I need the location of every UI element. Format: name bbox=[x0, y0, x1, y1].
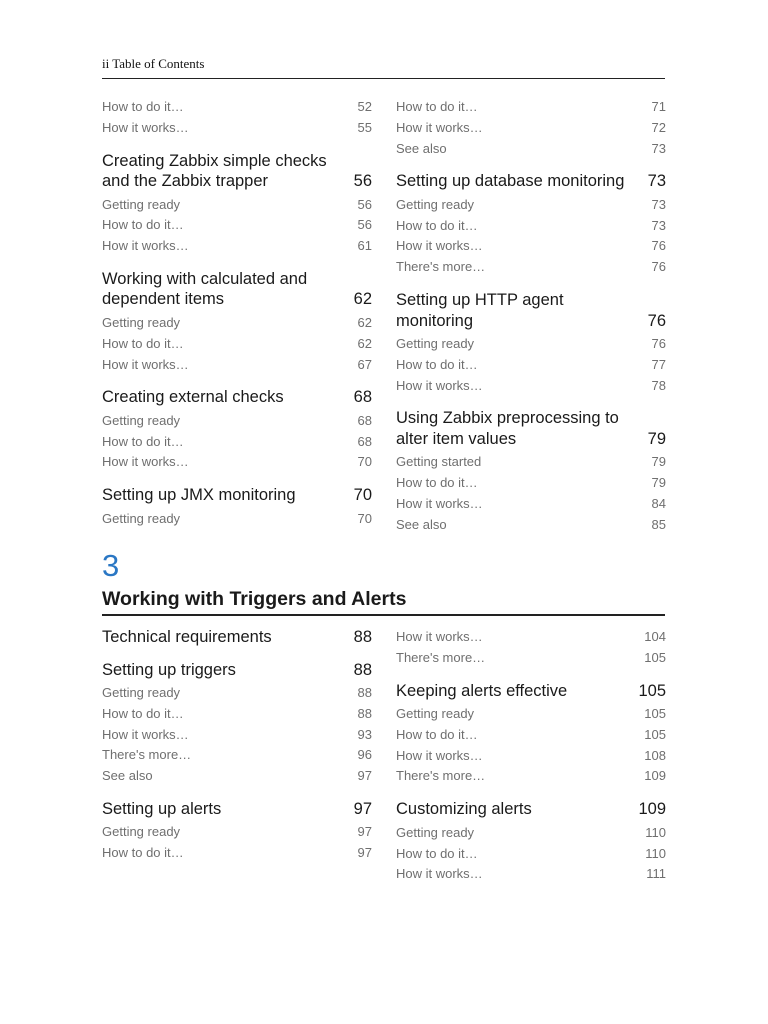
toc-heading-title: Setting up alerts bbox=[102, 799, 222, 818]
toc-subentry-label: Getting ready bbox=[396, 824, 475, 840]
toc-subentry-label: How it works… bbox=[102, 238, 189, 254]
toc-subentry-label: How it works… bbox=[396, 629, 483, 644]
toc-heading-page: 73 bbox=[647, 172, 666, 191]
toc-subentry[interactable] bbox=[396, 494, 666, 515]
toc-subentry-page: 97 bbox=[357, 768, 372, 784]
toc-heading[interactable] bbox=[396, 799, 666, 820]
toc-subentry-label: There's more… bbox=[396, 259, 486, 275]
toc-subentry[interactable] bbox=[396, 704, 666, 725]
chapter-divider bbox=[102, 614, 665, 616]
toc-subentry-page: 96 bbox=[357, 747, 372, 763]
toc-subentry[interactable] bbox=[102, 822, 372, 843]
toc-subentry[interactable] bbox=[102, 313, 372, 334]
toc-heading-page: 79 bbox=[647, 429, 666, 448]
toc-subentry[interactable] bbox=[102, 683, 372, 704]
toc-subentry-label: See also bbox=[102, 768, 153, 784]
toc-subentry-label: Getting ready bbox=[102, 196, 181, 212]
toc-heading-title: Using Zabbix preprocessing to alter item values bbox=[396, 409, 619, 448]
toc-heading-page: 68 bbox=[353, 388, 372, 407]
toc-subentry-page: 70 bbox=[357, 510, 372, 526]
toc-heading[interactable] bbox=[102, 660, 372, 681]
toc-subentry-label: How it works… bbox=[102, 726, 189, 742]
toc-section bbox=[102, 269, 372, 375]
toc-subentry[interactable] bbox=[102, 843, 372, 864]
toc-heading-title: Technical requirements bbox=[102, 628, 272, 646]
toc-subentry[interactable] bbox=[102, 215, 372, 236]
toc-section bbox=[396, 97, 666, 159]
toc-heading[interactable] bbox=[396, 681, 666, 702]
toc-heading[interactable] bbox=[102, 799, 372, 820]
toc-subentry-page: 109 bbox=[644, 768, 666, 784]
toc-subentry-page: 105 bbox=[644, 726, 666, 742]
toc-subentry[interactable] bbox=[396, 216, 666, 237]
chapter-title: Working with Triggers and Alerts bbox=[102, 588, 407, 610]
toc-subentry[interactable] bbox=[102, 355, 372, 376]
toc-subentry[interactable] bbox=[102, 452, 372, 473]
toc-subentry-page: 62 bbox=[357, 314, 372, 330]
toc-section bbox=[102, 660, 372, 787]
toc-subentry[interactable] bbox=[396, 823, 666, 844]
toc-subentry-page: 73 bbox=[651, 217, 666, 233]
toc-subentry-page: 56 bbox=[357, 217, 372, 233]
toc-subentry-page: 105 bbox=[644, 649, 666, 665]
toc-section bbox=[396, 290, 666, 396]
toc-heading-page: 88 bbox=[353, 628, 372, 646]
toc-heading-title: Setting up HTTP agent monitoring bbox=[396, 291, 564, 330]
toc-subentry[interactable] bbox=[396, 118, 666, 139]
toc-subentry-label: How to do it… bbox=[102, 845, 184, 861]
toc-subentry[interactable] bbox=[396, 376, 666, 397]
toc-heading-page: 97 bbox=[353, 799, 372, 818]
toc-subentry[interactable] bbox=[102, 236, 372, 257]
toc-heading-page: 56 bbox=[353, 172, 372, 191]
toc-subentry-label: How to do it… bbox=[396, 845, 478, 861]
toc-subentry-page: 110 bbox=[645, 845, 666, 861]
toc-subentry-label: How to do it… bbox=[396, 475, 478, 491]
toc-subentry-page: 79 bbox=[651, 454, 666, 470]
toc-section bbox=[102, 627, 372, 648]
toc-column-chapter-right bbox=[396, 627, 666, 897]
toc-subentry-label: How to do it… bbox=[102, 217, 184, 233]
toc-subentry-page: 61 bbox=[357, 238, 372, 254]
toc-heading[interactable] bbox=[102, 627, 372, 648]
toc-column-chapter-left bbox=[102, 627, 372, 876]
toc-heading-title: Setting up triggers bbox=[102, 660, 236, 679]
toc-heading[interactable] bbox=[102, 485, 372, 506]
toc-heading-title: Creating external checks bbox=[102, 388, 284, 407]
toc-subentry-page: 70 bbox=[357, 454, 372, 470]
toc-subentry[interactable] bbox=[102, 725, 372, 746]
toc-subentry-page: 108 bbox=[644, 747, 666, 763]
toc-column-top-left bbox=[102, 97, 372, 542]
toc-subentry-label: Getting ready bbox=[396, 706, 475, 722]
toc-subentry-label: Getting started bbox=[396, 454, 482, 470]
toc-heading[interactable] bbox=[396, 290, 666, 331]
toc-subentry-page: 71 bbox=[651, 99, 666, 114]
toc-heading-title: Setting up database monitoring bbox=[396, 172, 625, 191]
toc-subentry-label: Getting ready bbox=[102, 824, 181, 840]
toc-subentry-page: 73 bbox=[651, 140, 666, 156]
toc-subentry-page: 52 bbox=[357, 99, 372, 114]
toc-subentry-label: Getting ready bbox=[102, 685, 181, 700]
toc-subentry-label: How to do it… bbox=[396, 99, 478, 114]
toc-section bbox=[102, 485, 372, 529]
toc-subentry[interactable] bbox=[396, 236, 666, 257]
toc-subentry[interactable] bbox=[102, 195, 372, 216]
toc-subentry-label: How to do it… bbox=[396, 217, 478, 233]
toc-subentry-label: Getting ready bbox=[102, 412, 181, 428]
toc-subentry-page: 111 bbox=[646, 866, 666, 882]
toc-subentry[interactable] bbox=[396, 725, 666, 746]
header-divider bbox=[102, 78, 665, 79]
toc-heading-title: Working with calculated and dependent items bbox=[102, 269, 308, 309]
toc-subentry[interactable] bbox=[102, 745, 372, 766]
toc-subentry-label: There's more… bbox=[396, 768, 486, 784]
toc-subentry-label: How it works… bbox=[396, 496, 483, 512]
toc-section bbox=[396, 681, 666, 788]
toc-subentry[interactable] bbox=[102, 766, 372, 787]
toc-heading[interactable] bbox=[396, 408, 666, 449]
toc-subentry-page: 73 bbox=[651, 196, 666, 212]
toc-subentry-label: How to do it… bbox=[102, 99, 184, 114]
toc-subentry-page: 78 bbox=[651, 377, 666, 393]
toc-subentry[interactable] bbox=[396, 627, 666, 648]
toc-subentry-label: See also bbox=[396, 516, 447, 532]
toc-subentry-page: 104 bbox=[644, 629, 666, 644]
toc-heading-title: Creating Zabbix simple checks and the Zabbix trapper bbox=[102, 151, 327, 191]
toc-subentry-label: How to do it… bbox=[102, 705, 184, 721]
toc-section bbox=[102, 799, 372, 864]
toc-subentry-label: How to do it… bbox=[396, 726, 478, 742]
toc-subentry[interactable] bbox=[102, 334, 372, 355]
toc-subentry-page: 76 bbox=[651, 336, 666, 352]
toc-subentry[interactable] bbox=[396, 257, 666, 278]
toc-subentry-page: 67 bbox=[357, 356, 372, 372]
toc-column-top-right bbox=[396, 97, 666, 548]
toc-subentry-page: 76 bbox=[651, 259, 666, 275]
toc-subentry-page: 110 bbox=[645, 824, 666, 840]
toc-subentry-page: 68 bbox=[357, 412, 372, 428]
toc-subentry[interactable] bbox=[396, 648, 666, 669]
toc-heading-title: Setting up JMX monitoring bbox=[102, 486, 296, 505]
toc-subentry-page: 77 bbox=[651, 356, 666, 372]
toc-subentry[interactable] bbox=[102, 97, 372, 118]
toc-subentry[interactable] bbox=[102, 411, 372, 432]
toc-subentry[interactable] bbox=[396, 473, 666, 494]
toc-section bbox=[396, 627, 666, 669]
toc-subentry-label: How it works… bbox=[396, 747, 483, 763]
toc-subentry-label: Getting ready bbox=[396, 196, 475, 212]
toc-subentry[interactable] bbox=[396, 355, 666, 376]
toc-subentry[interactable] bbox=[396, 195, 666, 216]
toc-heading-page: 70 bbox=[353, 486, 372, 505]
toc-subentry[interactable] bbox=[396, 844, 666, 865]
toc-subentry[interactable] bbox=[396, 452, 666, 473]
toc-subentry-page: 55 bbox=[357, 119, 372, 135]
toc-subentry[interactable] bbox=[396, 746, 666, 767]
toc-heading[interactable] bbox=[102, 387, 372, 408]
toc-subentry[interactable] bbox=[102, 704, 372, 725]
toc-subentry-label: Getting ready bbox=[102, 510, 181, 526]
toc-subentry[interactable] bbox=[396, 864, 666, 885]
toc-subentry[interactable] bbox=[396, 334, 666, 355]
toc-section bbox=[396, 799, 666, 885]
toc-subentry-label: How it works… bbox=[396, 119, 483, 135]
chapter-number: 3 bbox=[102, 548, 120, 583]
toc-subentry-page: 84 bbox=[651, 496, 666, 512]
toc-heading-title: Customizing alerts bbox=[396, 800, 532, 819]
toc-subentry-label: There's more… bbox=[396, 649, 486, 665]
toc-heading[interactable] bbox=[102, 151, 372, 192]
toc-subentry-label: How it works… bbox=[396, 238, 483, 254]
toc-subentry-page: 68 bbox=[357, 433, 372, 449]
toc-subentry-label: How to do it… bbox=[102, 433, 184, 449]
toc-subentry-page: 62 bbox=[357, 335, 372, 351]
toc-subentry-label: Getting ready bbox=[102, 314, 181, 330]
toc-subentry-page: 88 bbox=[357, 705, 372, 721]
toc-subentry-page: 85 bbox=[651, 516, 666, 532]
toc-subentry-label: How it works… bbox=[396, 377, 483, 393]
toc-subentry-label: How it works… bbox=[102, 454, 189, 470]
toc-section bbox=[396, 171, 666, 278]
toc-subentry[interactable] bbox=[102, 118, 372, 139]
toc-subentry-page: 88 bbox=[357, 685, 372, 700]
toc-subentry-label: Getting ready bbox=[396, 336, 475, 352]
toc-subentry-label: How it works… bbox=[102, 119, 189, 135]
toc-subentry-page: 93 bbox=[357, 726, 372, 742]
toc-section bbox=[102, 151, 372, 257]
toc-subentry-page: 79 bbox=[651, 475, 666, 491]
toc-heading-page: 62 bbox=[353, 290, 372, 309]
toc-subentry-label: How to do it… bbox=[102, 335, 184, 351]
toc-subentry-label: There's more… bbox=[102, 747, 192, 763]
toc-subentry[interactable] bbox=[396, 766, 666, 787]
toc-heading-page: 105 bbox=[638, 681, 666, 700]
toc-subentry-label: See also bbox=[396, 140, 447, 156]
running-head: ii Table of Contents bbox=[102, 56, 205, 71]
toc-subentry-page: 97 bbox=[357, 824, 372, 840]
toc-heading-page: 76 bbox=[647, 311, 666, 330]
toc-heading-page: 109 bbox=[638, 800, 666, 819]
toc-subentry-page: 56 bbox=[357, 196, 372, 212]
toc-heading[interactable] bbox=[396, 171, 666, 192]
toc-subentry-page: 97 bbox=[357, 845, 372, 861]
toc-subentry-label: How to do it… bbox=[396, 356, 478, 372]
toc-heading-page: 88 bbox=[353, 660, 372, 679]
toc-subentry[interactable] bbox=[102, 432, 372, 453]
toc-section bbox=[396, 408, 666, 535]
toc-subentry[interactable] bbox=[396, 139, 666, 160]
toc-subentry[interactable] bbox=[102, 509, 372, 530]
toc-subentry-page: 76 bbox=[651, 238, 666, 254]
toc-subentry-page: 72 bbox=[651, 119, 666, 135]
toc-subentry-label: How it works… bbox=[102, 356, 189, 372]
toc-section bbox=[102, 387, 372, 473]
toc-subentry-label: How it works… bbox=[396, 866, 483, 882]
toc-subentry-page: 105 bbox=[644, 706, 666, 722]
toc-subentry[interactable] bbox=[396, 97, 666, 118]
toc-heading[interactable] bbox=[102, 269, 372, 310]
toc-section bbox=[102, 97, 372, 139]
toc-subentry[interactable] bbox=[396, 515, 666, 536]
toc-heading-title: Keeping alerts effective bbox=[396, 681, 568, 700]
